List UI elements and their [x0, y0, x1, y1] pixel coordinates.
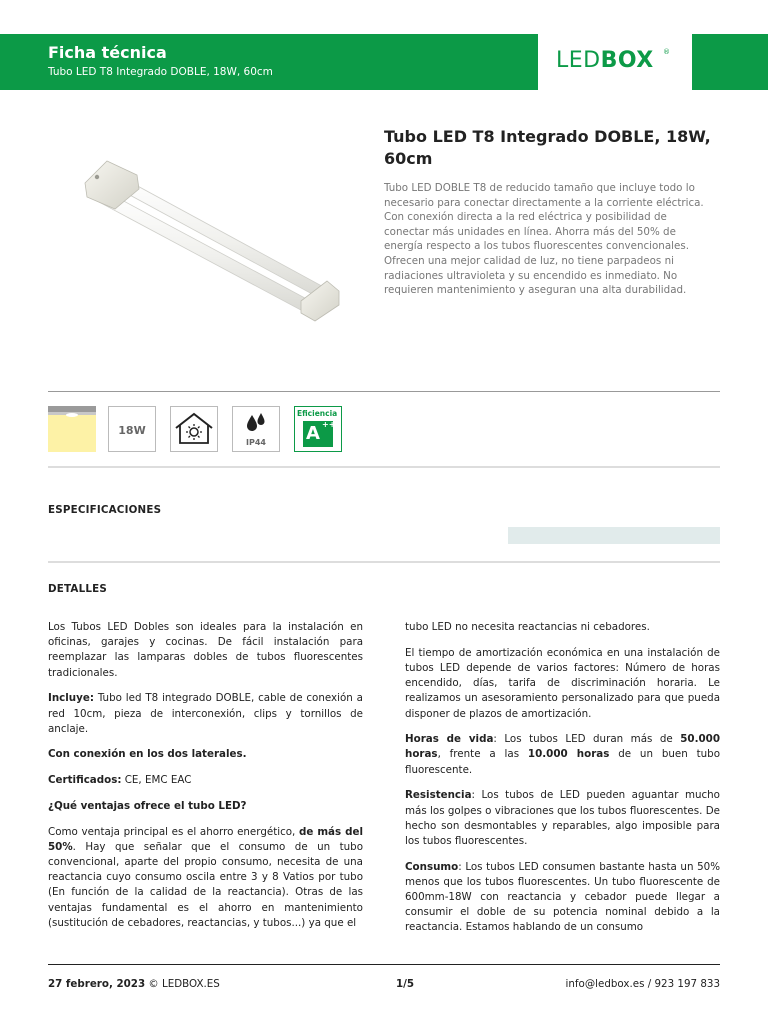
details-paragraph: tubo LED no necesita reactancias ni cebadores.: [405, 621, 650, 633]
details-paragraph: Incluye: Tubo led T8 integrado DOBLE, cable de conexión a red 10cm, pieza de interconexión, clips y tornillos de anclaje.: [48, 692, 363, 735]
details-paragraph: [48, 799, 363, 814]
footer-contact: info@ledbox.es / 923 197 833: [565, 978, 720, 990]
water-drop-icon: [232, 406, 280, 452]
divider: [48, 391, 720, 392]
specs-table-bar: [508, 527, 720, 544]
connection-note: Con conexión en los dos laterales.: [48, 748, 247, 761]
footer-site: © LEDBOX.ES: [145, 978, 220, 990]
advantages-question: ¿Qué ventajas ofrece el tubo LED?: [48, 799, 247, 812]
light-beam-icon: [48, 406, 96, 452]
details-paragraph: [48, 747, 363, 762]
details-column-right: [405, 620, 720, 946]
efficiency-class: [303, 420, 336, 447]
product-title: Tubo LED T8 Integrado DOBLE, 18W, 60cm: [384, 127, 711, 168]
divider: [48, 561, 720, 563]
product-description: Tubo LED DOBLE T8 de reducido tamaño que incluye todo lo necesario para conectar directamente a la corriente eléctrica. Con conexión directa a la red eléctrica y posibilidad de conectar más unidades en línea. Ahorra más del 50% de energía respecto a los tubos fluorescentes convencionales. Ofrecen una mejor calidad de luz, no tiene parpadeos ni radiaciones ultravioleta y su encendido es inmediato. No requieren mantenimiento y aseguran una alta durabilidad.: [384, 182, 704, 297]
header-title: Ficha técnica: [48, 43, 167, 62]
logo-box: BOX: [600, 48, 654, 73]
logo-registered-mark: ®: [663, 48, 670, 56]
divider: [48, 466, 720, 468]
efficiency-letter: A: [306, 423, 320, 444]
details-paragraph: Consumo: Los tubos LED consumen bastante hasta un 50% menos que los tubos fluorescentes. Un tubo fluorescente de 600mm-18W con reactancia y cebador puede llegar a consumir el doble de su potencia nominal debido a la reactancia. Estamos hablando de un consumo: [405, 860, 720, 934]
logo-led: LED: [556, 48, 601, 73]
details-paragraph: Horas de vida: Los tubos LED duran más de 50.000 horas, frente a las 10.000 horas de un buen tubo fluorescente.: [405, 733, 720, 776]
logo-text: [556, 48, 654, 73]
footer-divider: [48, 964, 720, 965]
details-paragraph: Resistencia: Los tubos de LED pueden aguantar mucho más los golpes o vibraciones que los tubos fluorescentes. De hecho son desmontables y reparables, algo imposible para los tubos fluorescentes.: [405, 789, 720, 847]
ip-rating: IP44: [246, 438, 266, 447]
details-paragraph: El tiempo de amortización económica en una instalación de tubos LED depende de varios factores: Número de horas encendido, días, tarifa de discriminación horaria. Le realizamos un asesoramiento personalizado para que pueda disponer de plazos de amortización.: [405, 646, 720, 720]
details-paragraph: Los Tubos LED Dobles son ideales para la instalación en oficinas, garajes y cocinas. De fácil instalación para reemplazar las lamparas dobles de tubos fluorescentes tradicionales.: [48, 621, 363, 679]
details-paragraph: Certificados: CE, EMC EAC: [48, 774, 192, 787]
header-subtitle: Tubo LED T8 Integrado DOBLE, 18W, 60cm: [48, 66, 273, 78]
wattage-value: 18W: [118, 424, 146, 437]
footer-date: 27 febrero, 2023 © LEDBOX.ES: [48, 978, 220, 990]
details-heading: DETALLES: [48, 583, 107, 595]
details-column-left: [48, 620, 363, 941]
page-number: 1/5: [396, 978, 415, 990]
includes-label: Incluye:: [48, 692, 94, 705]
specs-heading: ESPECIFICACIONES: [48, 504, 162, 516]
efficiency-label: Eficiencia: [297, 409, 338, 418]
efficiency-plus: ++: [322, 420, 336, 429]
product-image: [63, 105, 355, 377]
details-paragraph: Como ventaja principal es el ahorro energético, de más del 50%. Hay que señalar que el consumo de un tubo convencional, aparte del propio consumo, necesita de una reactancia cuyo consumo oscila entre 3 y 8 Vatios por tubo (En función de la calidad de la reactancia). Otras de las ventajas fundamental es el ahorro en mantenimiento (sustitución de cebadores, reactancias, y tubos...) ya que el: [48, 825, 364, 929]
ledbox-logo: [538, 34, 692, 90]
indoor-use-icon: [170, 406, 218, 452]
certificates-label: Certificados:: [48, 774, 122, 787]
wattage-icon: [108, 406, 156, 452]
energy-efficiency-badge: [294, 406, 342, 452]
